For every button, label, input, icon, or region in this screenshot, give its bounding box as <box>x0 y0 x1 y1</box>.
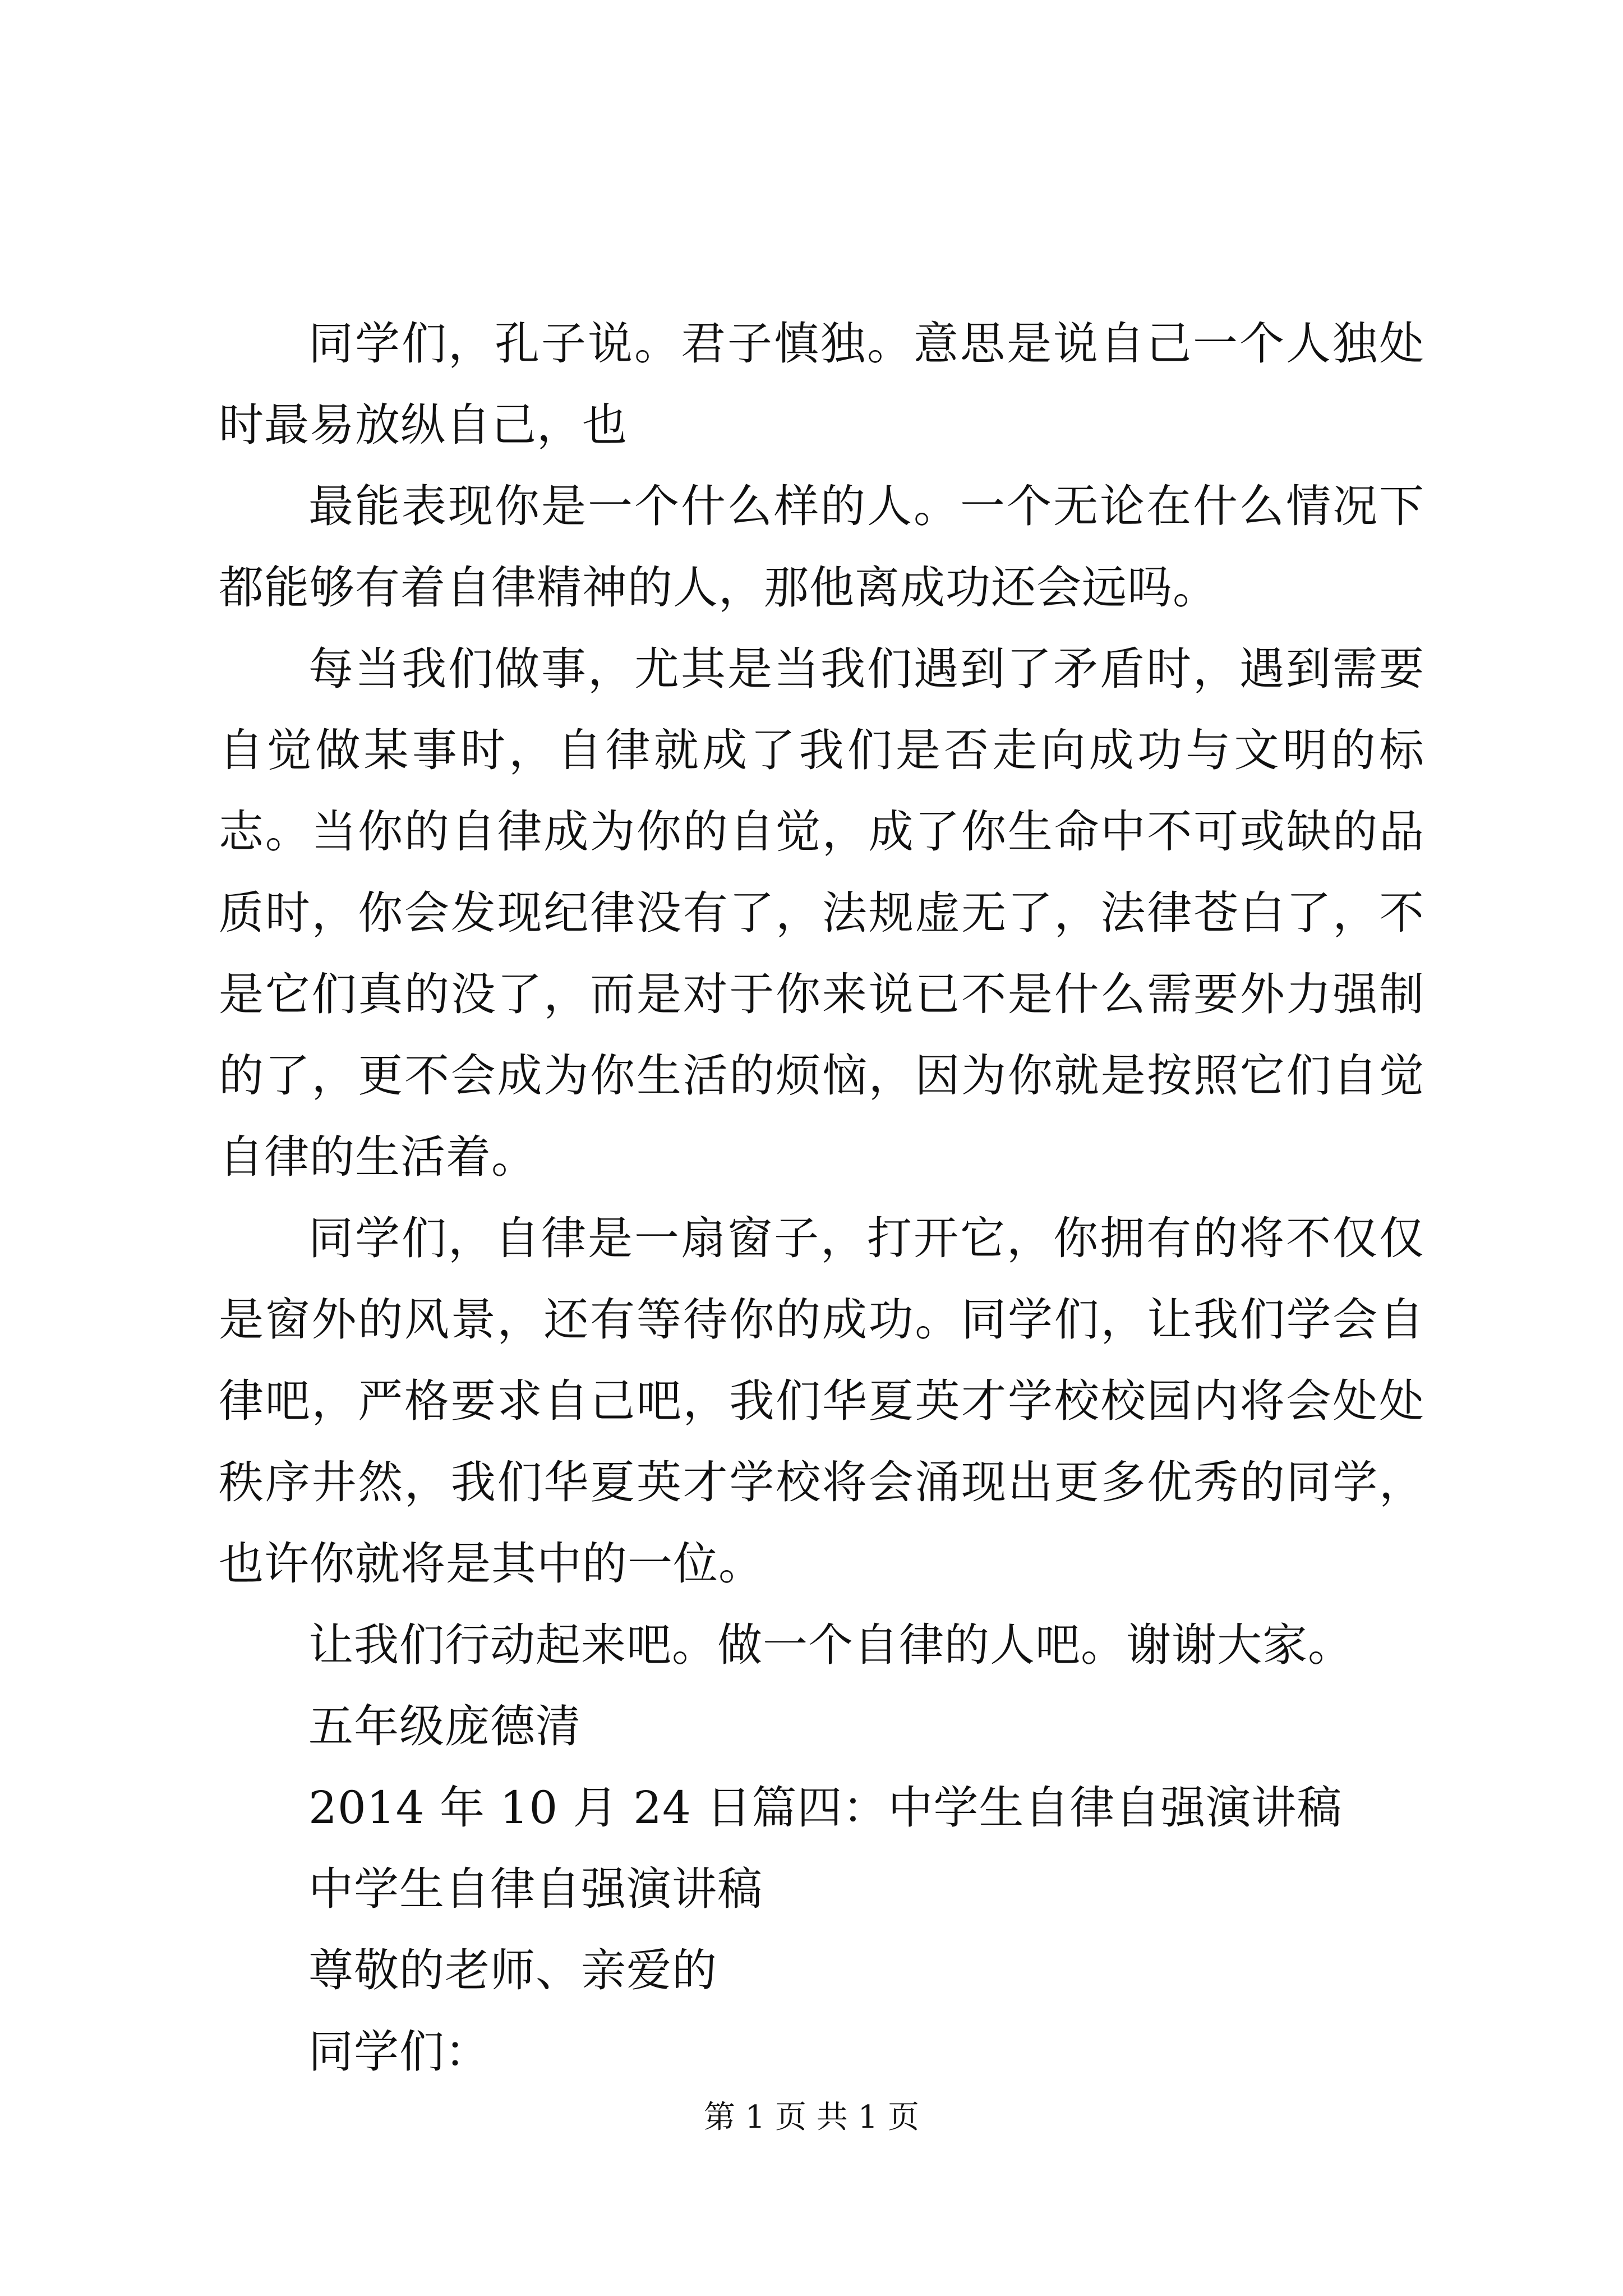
author-line: 五年级庞德清 <box>308 1700 581 1752</box>
paragraph: 让我们行动起来吧。做一个自律的人吧。谢谢大家。 <box>308 1619 1353 1671</box>
page-footer: 第 1 页 共 1 页 <box>703 2099 920 2136</box>
date-title-line: 2014 年 10 月 24 日篇四：中学生自律自强演讲稿 <box>308 1782 1343 1834</box>
salutation-line: 尊敬的老师、亲爱的 <box>308 1944 717 1996</box>
salutation-line: 同学们： <box>308 2026 490 2078</box>
speech-title: 中学生自律自强演讲稿 <box>308 1863 763 1915</box>
paragraph: 最能表现你是一个什么样的人。一个无论在什么情况下都能够有着自律精神的人，那他离成功还会远吗。 <box>219 480 1424 614</box>
paragraph: 每当我们做事，尤其是当我们遇到了矛盾时，遇到需要自觉做某事时，自律就成了我们是否走向成功与文明的标志。当你的自律成为你的自觉，成了你生命中不可或缺的品质时，你会发现纪律没有了，法规虚无了，法律苍白了，不是它们真的没了，而是对于你来说已不是什么需要外力强制的了，更不会成为你生活的烦恼，因为你就是按照它们自觉自律的生活着。 <box>219 643 1424 1183</box>
paragraph: 同学们，自律是一扇窗子，打开它，你拥有的将不仅仅是窗外的风景，还有等待你的成功。同学们，让我们学会自律吧，严格要求自己吧，我们华夏英才学校校园内将会处处秩序井然，我们华夏英才学校将会涌现出更多优秀的同学，也许你就将是其中的一位。 <box>219 1212 1424 1590</box>
paragraph: 同学们，孔子说。君子慎独。意思是说自己一个人独处时最易放纵自己，也 <box>219 318 1424 451</box>
document-body <box>219 303 1424 2092</box>
